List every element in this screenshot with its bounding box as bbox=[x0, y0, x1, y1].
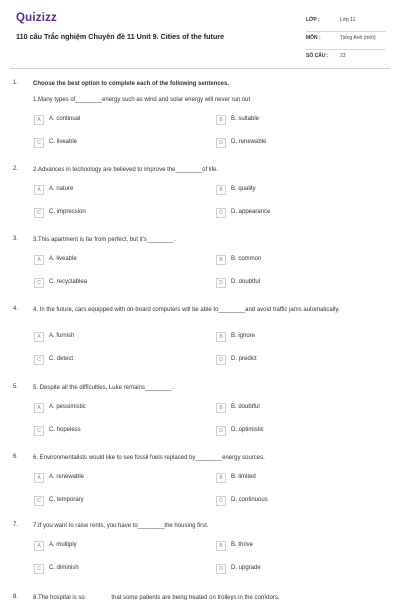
option-text: A. nature bbox=[49, 186, 74, 192]
option-text: B. common bbox=[231, 256, 262, 262]
option-text: B. thrive bbox=[231, 542, 254, 548]
question-text: 2.Advances in technology are believed to improve the________of life. bbox=[33, 167, 219, 173]
question-text: 6. Environmentalists would like to see fossil fuels replaced by________energy sources. bbox=[33, 455, 265, 461]
option-letter-box: B bbox=[216, 403, 226, 413]
question-text: 3.This apartment is far from perfect, but it's________. bbox=[33, 237, 176, 243]
meta-row-class bbox=[306, 14, 386, 32]
question-text: 7.If you want to raise rents, you have to________the housing first. bbox=[33, 523, 209, 529]
option-text: B. suitable bbox=[231, 116, 260, 122]
header-divider bbox=[10, 68, 390, 69]
option-text: D. upgrade bbox=[231, 565, 261, 571]
option-letter-box: D bbox=[216, 564, 226, 574]
question-text: 8.The hospital is so________that some patients are being treated on trolleys in the corridors. bbox=[33, 595, 280, 600]
question-number: 8. bbox=[13, 594, 19, 600]
question-number: 3. bbox=[13, 236, 19, 242]
meta-value: Lớp 11 bbox=[340, 17, 356, 23]
question-text: 5. Despite all the difficulties, Luke remains________. bbox=[33, 385, 174, 391]
option-text: A. multiply bbox=[49, 542, 77, 548]
option-letter-box: D bbox=[216, 278, 226, 288]
option-text: C. hopeless bbox=[49, 427, 81, 433]
option-letter-box: C bbox=[34, 564, 44, 574]
option-text: B. ignore bbox=[231, 333, 256, 339]
meta-row-count bbox=[306, 50, 386, 67]
question-text: 1.Many types of________energy such as wind and solar energy will never run out bbox=[33, 97, 251, 103]
meta-label: SỐ CÂU : bbox=[306, 53, 329, 59]
option-text: B. limited bbox=[231, 474, 256, 480]
option-text: A. furnish bbox=[49, 333, 75, 339]
option-letter-box: C bbox=[34, 278, 44, 288]
option-letter-box: C bbox=[34, 138, 44, 148]
option-text: D. doubtful bbox=[231, 279, 261, 285]
option-text: C. temporary bbox=[49, 497, 84, 503]
option-text: A. continual bbox=[49, 116, 81, 122]
section-instruction: Choose the best option to complete each of the following sentences. bbox=[33, 81, 230, 87]
worksheet-header bbox=[0, 0, 400, 70]
option-letter-box: B bbox=[216, 255, 226, 265]
option-text: D. continuous bbox=[231, 497, 268, 503]
meta-label: MÔN : bbox=[306, 35, 321, 41]
option-letter-box: A bbox=[34, 332, 44, 342]
option-text: B. doubtful bbox=[231, 404, 260, 410]
meta-label: LỚP : bbox=[306, 17, 320, 23]
worksheet-meta bbox=[306, 14, 386, 67]
option-letter-box: B bbox=[216, 332, 226, 342]
option-text: C. diminish bbox=[49, 565, 79, 571]
option-letter-box: C bbox=[34, 208, 44, 218]
option-letter-box: A bbox=[34, 403, 44, 413]
quizizz-logo: Quizizz bbox=[16, 12, 58, 24]
option-text: D. optimistic bbox=[231, 427, 264, 433]
option-text: D. appearance bbox=[231, 209, 271, 215]
option-letter-box: C bbox=[34, 496, 44, 506]
option-letter-box: B bbox=[216, 115, 226, 125]
option-letter-box: B bbox=[216, 541, 226, 551]
option-text: D. renewable bbox=[231, 139, 267, 145]
question-number: 7. bbox=[13, 522, 19, 528]
meta-value: Tiếng Anh (mới) bbox=[340, 35, 376, 41]
question-number: 1. bbox=[13, 80, 19, 86]
meta-value: 23 bbox=[340, 53, 346, 59]
worksheet-title: 110 câu Trắc nghiệm Chuyên đề 11 Unit 9. Cities of the future bbox=[16, 32, 225, 41]
option-letter-box: D bbox=[216, 496, 226, 506]
option-text: C. recyclablea bbox=[49, 279, 88, 285]
option-text: C. detect bbox=[49, 356, 74, 362]
option-text: C. liveable bbox=[49, 139, 78, 145]
question-text: 4. In the future, cars equipped with on-board computers will be able to________and avoid traffic jams automatically. bbox=[33, 307, 340, 313]
option-text: A. renewable bbox=[49, 474, 85, 480]
question-number: 2. bbox=[13, 166, 19, 172]
option-text: C. impression bbox=[49, 209, 86, 215]
option-text: D. predict bbox=[231, 356, 257, 362]
option-letter-box: A bbox=[34, 115, 44, 125]
question-number: 4. bbox=[13, 306, 19, 312]
option-letter-box: D bbox=[216, 138, 226, 148]
meta-row-subject bbox=[306, 32, 386, 50]
option-letter-box: A bbox=[34, 473, 44, 483]
option-letter-box: C bbox=[34, 426, 44, 436]
option-text: A. pessimistic bbox=[49, 404, 86, 410]
option-letter-box: A bbox=[34, 255, 44, 265]
option-text: A. liveable bbox=[49, 256, 77, 262]
option-letter-box: D bbox=[216, 355, 226, 365]
option-letter-box: A bbox=[34, 541, 44, 551]
option-letter-box: D bbox=[216, 426, 226, 436]
option-letter-box: B bbox=[216, 473, 226, 483]
option-text: B. quality bbox=[231, 186, 256, 192]
question-number: 6. bbox=[13, 454, 19, 460]
question-number: 5. bbox=[13, 384, 19, 390]
option-letter-box: C bbox=[34, 355, 44, 365]
option-letter-box: B bbox=[216, 185, 226, 195]
option-letter-box: D bbox=[216, 208, 226, 218]
option-letter-box: A bbox=[34, 185, 44, 195]
